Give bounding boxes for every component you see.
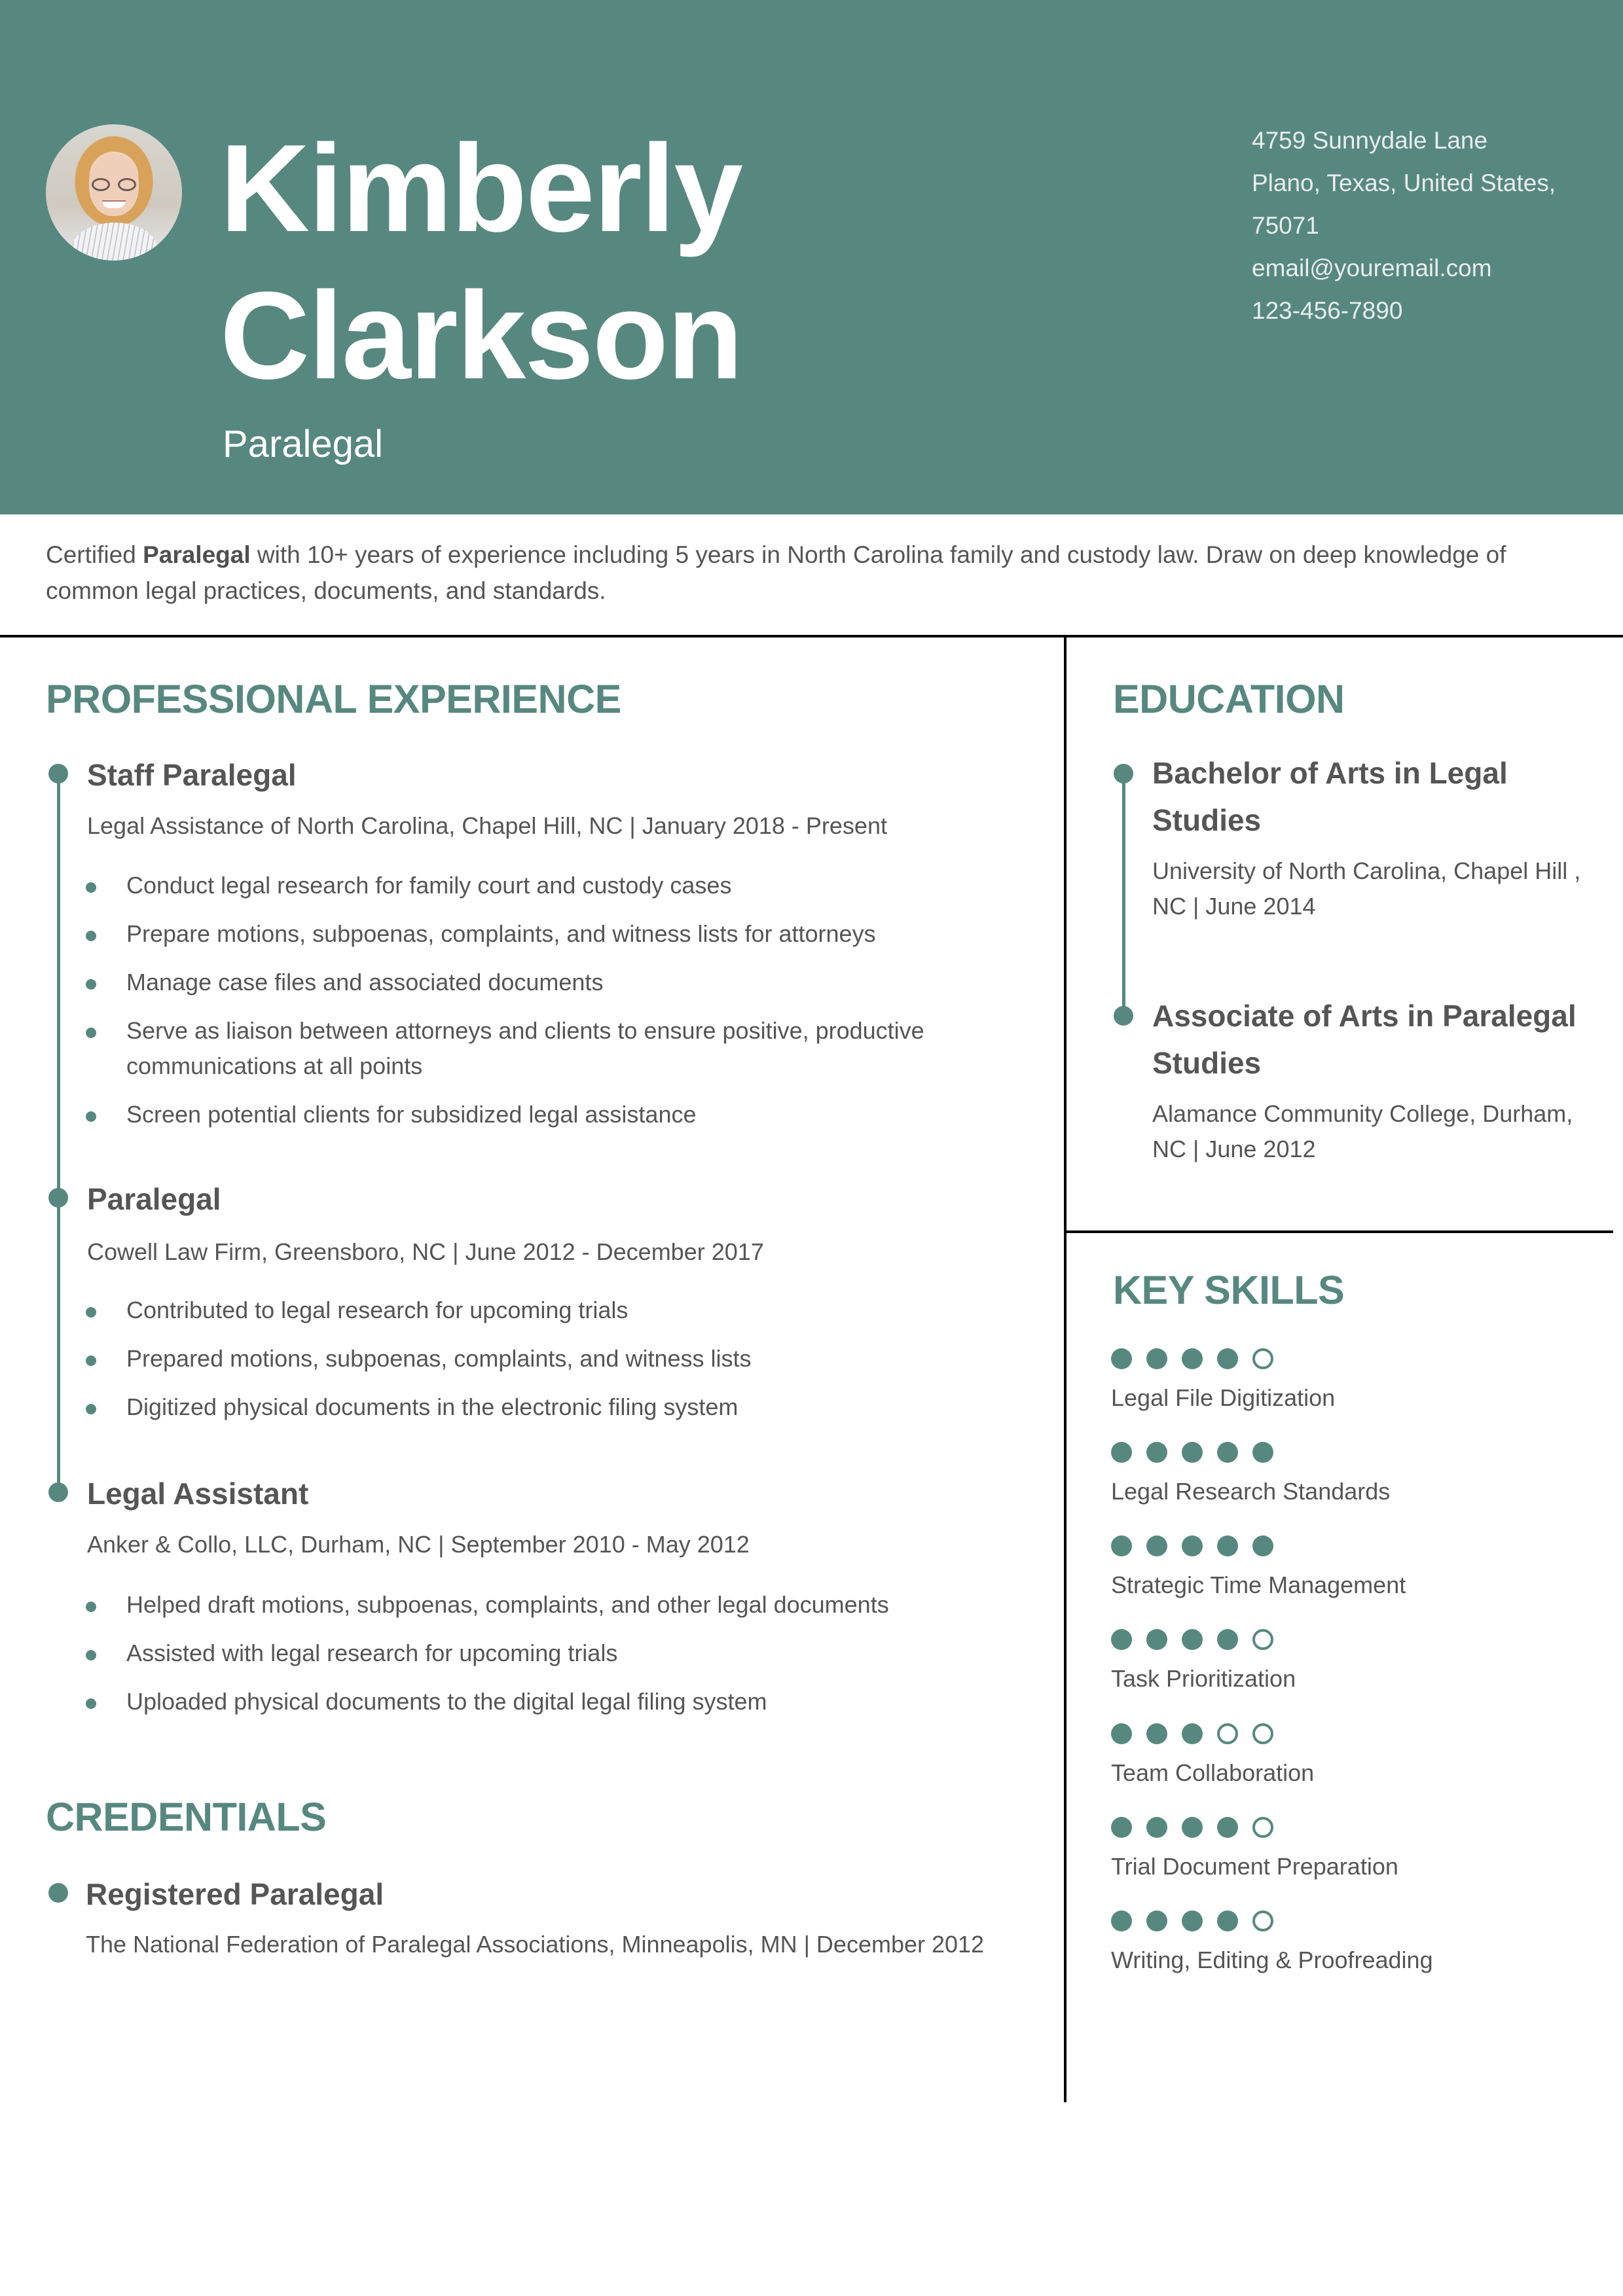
credential-title: Registered Paralegal (86, 1877, 384, 1911)
filled-circle-icon (1182, 1535, 1203, 1556)
timeline-dot (48, 1188, 68, 1208)
credential-dot (48, 1883, 68, 1903)
experience-timeline-line (57, 774, 60, 1492)
right-section-divider (1065, 1230, 1613, 1233)
skill-item (1111, 1723, 1314, 1787)
contact-info (1252, 119, 1556, 332)
skill-rating (1111, 1723, 1314, 1744)
filled-circle-icon (1182, 1442, 1203, 1463)
degree-1: Bachelor of Arts in Legal Studies (1152, 756, 1508, 837)
filled-circle-icon (1111, 1442, 1132, 1463)
summary-bold: Paralegal (143, 541, 251, 568)
professional-summary (46, 537, 1584, 609)
job-title: Paralegal (223, 423, 384, 465)
filled-circle-icon (1146, 1629, 1167, 1650)
filled-circle-icon (1111, 1629, 1132, 1650)
summary-suffix: with 10+ years of experience including 5 years in North Carolina family and custody law. Draw on deep knowledge of common legal practices, documents, and standards. (46, 541, 1506, 604)
photo-shirt (72, 223, 157, 260)
skill-rating (1111, 1817, 1398, 1838)
education-timeline-line (1122, 774, 1125, 1016)
column-divider (1064, 636, 1067, 2102)
bullet-item: Screen potential clients for subsidized legal assistance (86, 1097, 1002, 1132)
filled-circle-icon (1111, 1723, 1132, 1744)
filled-circle-icon (1252, 1535, 1273, 1556)
filled-circle-icon (1217, 1535, 1238, 1556)
filled-circle-icon (1182, 1723, 1203, 1744)
skill-rating (1111, 1910, 1433, 1931)
skill-label: Team Collaboration (1111, 1759, 1315, 1786)
filled-circle-icon (1111, 1348, 1132, 1369)
timeline-dot (48, 764, 68, 783)
filled-circle-icon (1146, 1723, 1167, 1744)
bullet-item: Prepared motions, subpoenas, complaints, and witness lists (86, 1341, 1002, 1376)
skill-item (1111, 1442, 1390, 1506)
education-dot (1114, 1006, 1133, 1026)
profile-photo (46, 124, 182, 260)
filled-circle-icon (1182, 1629, 1203, 1650)
bullet-item: Helped draft motions, subpoenas, complaints, and other legal documents (86, 1587, 1002, 1623)
empty-circle-icon (1252, 1723, 1273, 1744)
filled-circle-icon (1182, 1910, 1203, 1931)
job-bullets-2 (86, 1293, 1002, 1438)
summary-prefix: Certified (46, 541, 143, 568)
bullet-item: Digitized physical documents in the electronic filing system (86, 1390, 1002, 1425)
skill-rating (1111, 1442, 1390, 1463)
job-subtitle-1: Legal Assistance of North Carolina, Chapel Hill, NC | January 2018 - Present (87, 812, 887, 839)
filled-circle-icon (1111, 1910, 1132, 1931)
filled-circle-icon (1217, 1348, 1238, 1369)
skill-rating (1111, 1535, 1406, 1556)
empty-circle-icon (1252, 1910, 1273, 1931)
filled-circle-icon (1217, 1817, 1238, 1838)
filled-circle-icon (1111, 1535, 1132, 1556)
first-name: Kimberly (220, 119, 742, 258)
filled-circle-icon (1146, 1348, 1167, 1369)
filled-circle-icon (1146, 1910, 1167, 1931)
credential-subtitle: The National Federation of Paralegal Associations, Minneapolis, MN | December 2012 (86, 1931, 985, 1958)
filled-circle-icon (1146, 1535, 1167, 1556)
skill-rating (1111, 1348, 1335, 1369)
credentials-heading: CREDENTIALS (46, 1795, 327, 1839)
empty-circle-icon (1252, 1817, 1273, 1838)
photo-glasses (92, 178, 136, 192)
filled-circle-icon (1182, 1817, 1203, 1838)
skill-item (1111, 1629, 1296, 1693)
job-bullets-3 (86, 1587, 1002, 1732)
skill-label: Strategic Time Management (1111, 1571, 1406, 1598)
job-bullets-1 (86, 868, 1002, 1145)
skill-item (1111, 1817, 1398, 1881)
bullet-item: Serve as liaison between attorneys and clients to ensure positive, productive communications at all points (86, 1013, 1002, 1084)
bullet-item: Assisted with legal research for upcoming trials (86, 1636, 1002, 1671)
filled-circle-icon (1217, 1629, 1238, 1650)
education-heading: EDUCATION (1113, 677, 1345, 721)
skill-rating (1111, 1629, 1296, 1650)
skill-label: Writing, Editing & Proofreading (1111, 1946, 1433, 1973)
degree-2: Associate of Arts in Paralegal Studies (1152, 999, 1577, 1080)
address-line-2: Plano, Texas, United States, (1252, 170, 1556, 196)
empty-circle-icon (1217, 1723, 1238, 1744)
degree-1-details: University of North Carolina, Chapel Hill , NC | June 2014 (1152, 857, 1581, 920)
filled-circle-icon (1217, 1442, 1238, 1463)
bullet-item: Conduct legal research for family court and custody cases (86, 868, 1002, 903)
skill-item (1111, 1910, 1433, 1975)
job-subtitle-3: Anker & Collo, LLC, Durham, NC | September 2010 - May 2012 (87, 1531, 750, 1558)
last-name: Clarkson (220, 266, 742, 405)
skill-label: Legal Research Standards (1111, 1478, 1391, 1505)
filled-circle-icon (1217, 1910, 1238, 1931)
timeline-dot (48, 1482, 68, 1502)
education-dot (1114, 764, 1133, 783)
job-title-1: Staff Paralegal (87, 758, 297, 792)
phone-number: 123-456-7890 (1252, 297, 1403, 324)
filled-circle-icon (1111, 1817, 1132, 1838)
bullet-item: Uploaded physical documents to the digital legal filing system (86, 1684, 1002, 1719)
skill-item (1111, 1348, 1335, 1412)
job-title-3: Legal Assistant (87, 1477, 309, 1511)
email-link[interactable]: email@youremail.com (1252, 255, 1492, 281)
experience-heading: PROFESSIONAL EXPERIENCE (46, 677, 621, 721)
skill-label: Task Prioritization (1111, 1665, 1296, 1692)
address-line-3: 75071 (1252, 212, 1319, 239)
bullet-item: Prepare motions, subpoenas, complaints, and witness lists for attorneys (86, 916, 1002, 952)
job-subtitle-2: Cowell Law Firm, Greensboro, NC | June 2012 - December 2017 (87, 1238, 764, 1265)
empty-circle-icon (1252, 1348, 1273, 1369)
bullet-item: Contributed to legal research for upcoming trials (86, 1293, 1002, 1328)
horizontal-divider (0, 635, 1623, 637)
job-title-2: Paralegal (87, 1182, 221, 1216)
skills-heading: KEY SKILLS (1113, 1268, 1345, 1312)
skill-label: Trial Document Preparation (1111, 1853, 1398, 1880)
bullet-item: Manage case files and associated documents (86, 965, 1002, 1000)
degree-2-details: Alamance Community College, Durham, NC | June 2012 (1152, 1100, 1573, 1162)
address-line-1: 4759 Sunnydale Lane (1252, 127, 1488, 154)
filled-circle-icon (1146, 1442, 1167, 1463)
skill-label: Legal File Digitization (1111, 1384, 1336, 1411)
empty-circle-icon (1252, 1629, 1273, 1650)
filled-circle-icon (1146, 1817, 1167, 1838)
skill-item (1111, 1535, 1406, 1600)
filled-circle-icon (1182, 1348, 1203, 1369)
resume-header (0, 0, 1623, 514)
filled-circle-icon (1252, 1442, 1273, 1463)
